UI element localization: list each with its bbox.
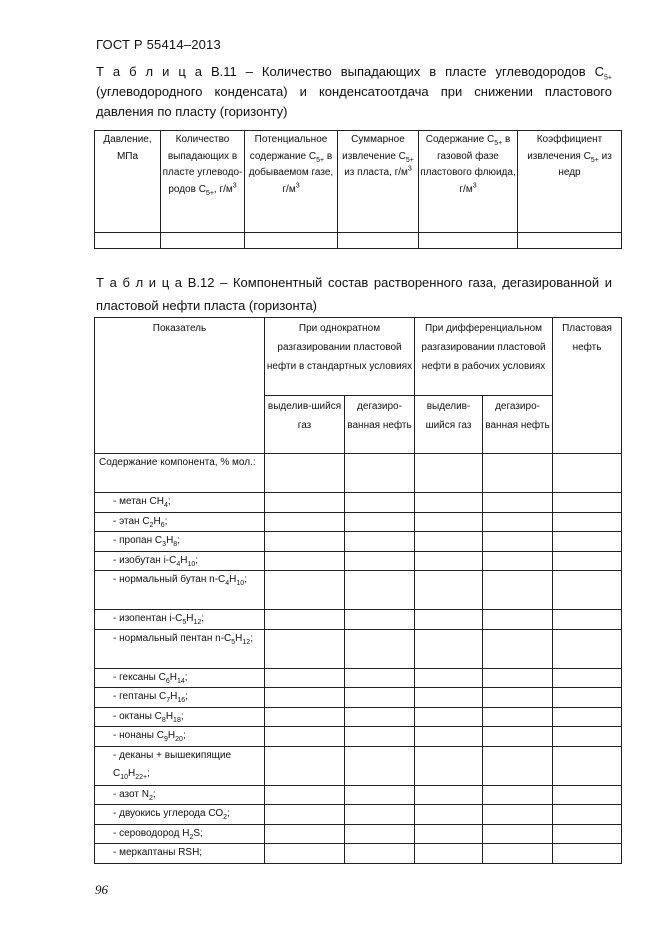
table-cell xyxy=(553,512,622,532)
row-label: - сероводород $H_2S$; xyxy=(95,824,265,844)
table-cell xyxy=(415,824,483,844)
table-cell xyxy=(95,233,161,249)
row-label: - нонаны $С_9Н_{20}$; xyxy=(95,727,265,747)
table-cell xyxy=(265,512,345,532)
table-cell xyxy=(553,571,622,610)
table-cell xyxy=(345,746,415,785)
row-label: - нормальный пентан $n-С_5Н_{12}$; xyxy=(95,629,265,668)
table-cell xyxy=(483,785,553,805)
table-cell xyxy=(419,233,518,249)
col-header-dropout-amount: Количество выпадающих в пласте углеводо-родов $С_{5+}$, $г/м^3$ xyxy=(161,131,245,233)
table-cell xyxy=(553,707,622,727)
table-cell xyxy=(553,746,622,785)
table-cell xyxy=(553,824,622,844)
table-cell xyxy=(553,551,622,571)
table-cell xyxy=(415,571,483,610)
table-cell xyxy=(265,571,345,610)
table-cell xyxy=(553,844,622,864)
table-cell xyxy=(345,610,415,630)
table-cell xyxy=(265,668,345,688)
table-cell xyxy=(345,493,415,513)
table-row xyxy=(95,493,622,513)
table-cell xyxy=(345,805,415,825)
table-cell xyxy=(553,629,622,668)
table-cell xyxy=(553,532,622,552)
row-label: - нормальный бутан $n-С_4Н_{10}$; xyxy=(95,571,265,610)
table-cell xyxy=(265,805,345,825)
table-cell xyxy=(415,668,483,688)
table-cell xyxy=(415,610,483,630)
table-row xyxy=(95,824,622,844)
table-b12-body xyxy=(95,454,622,864)
table-cell xyxy=(265,532,345,552)
col-header-pressure: Давление, МПа xyxy=(95,131,161,233)
table-header-row xyxy=(95,131,622,233)
table-cell xyxy=(265,688,345,708)
row-label: - меркаптаны RSH; xyxy=(95,844,265,864)
table-cell xyxy=(553,805,622,825)
table-cell xyxy=(345,551,415,571)
table-row xyxy=(95,844,622,864)
col-header-recovery-factor: Коэффициент извлечения $С_{5+}$ из недр xyxy=(518,131,622,233)
table-cell xyxy=(265,454,345,493)
table-cell xyxy=(265,629,345,668)
table-cell xyxy=(553,688,622,708)
table-cell xyxy=(415,493,483,513)
table-cell xyxy=(483,727,553,747)
row-label: - этан $С_2Н_6$; xyxy=(95,512,265,532)
table-cell xyxy=(265,785,345,805)
table-cell xyxy=(265,707,345,727)
table-row xyxy=(95,551,622,571)
col-header-differential: При дифференциальном разгазировании пластовой нефти в рабочих условиях xyxy=(415,318,553,396)
table-cell xyxy=(245,233,338,249)
table-cell xyxy=(415,512,483,532)
row-label: - деканы + вышекипящие $С_{10}Н_{22+}$; xyxy=(95,746,265,785)
table-cell xyxy=(345,707,415,727)
row-label: - гексаны $С_6Н_{14}$; xyxy=(95,668,265,688)
row-label: Содержание компонента, % мол.: xyxy=(95,454,265,493)
table-row xyxy=(95,233,622,249)
subheader-released-gas: выделив-шийся газ xyxy=(265,396,345,454)
table-row xyxy=(95,727,622,747)
table-cell xyxy=(483,512,553,532)
table-row xyxy=(95,454,622,493)
col-header-indicator: Показатель xyxy=(95,318,265,454)
table-b11 xyxy=(94,130,622,249)
caption-line: (углеводородного конденсата) и конденсатоотдача при снижении пластового xyxy=(96,84,612,99)
table-row xyxy=(95,668,622,688)
table-cell xyxy=(483,493,553,513)
table-cell xyxy=(483,668,553,688)
table-cell xyxy=(265,610,345,630)
table-cell xyxy=(345,629,415,668)
col-header-reservoir-oil: Пластовая нефть xyxy=(553,318,622,454)
caption-line: пластовой нефти пласта (горизонта) xyxy=(96,298,318,313)
table-row xyxy=(95,629,622,668)
table-cell xyxy=(415,688,483,708)
table-cell xyxy=(265,551,345,571)
table-cell xyxy=(345,454,415,493)
table-cell xyxy=(483,805,553,825)
caption-line: давления по пласту (горизонту) xyxy=(96,104,288,119)
subheader-released-gas: выделив-шийся газ xyxy=(415,396,483,454)
table-cell xyxy=(415,551,483,571)
table-row xyxy=(95,532,622,552)
table-cell xyxy=(415,785,483,805)
table-row xyxy=(95,688,622,708)
subheader-degassed-oil: дегазиро-ванная нефть xyxy=(483,396,553,454)
table-cell xyxy=(483,532,553,552)
table-row xyxy=(95,571,622,610)
col-header-single-stage: При однократном разгазировании пластовой нефти в стандартных условиях xyxy=(265,318,415,396)
row-label: - метан $СН_4$; xyxy=(95,493,265,513)
table-cell xyxy=(483,844,553,864)
table-b11-caption xyxy=(96,62,612,122)
table-cell xyxy=(415,707,483,727)
table-cell xyxy=(345,532,415,552)
table-cell xyxy=(345,668,415,688)
table-cell xyxy=(483,824,553,844)
row-label: - двуокись углерода $СО_2$; xyxy=(95,805,265,825)
table-cell xyxy=(415,727,483,747)
table-cell xyxy=(483,746,553,785)
col-header-total-recovery: Суммарное извлечение $С_{5+}$ из пласта, $г/м^3$ xyxy=(338,131,419,233)
subheader-degassed-oil: дегазиро-ванная нефть xyxy=(345,396,415,454)
table-cell xyxy=(265,844,345,864)
table-cell xyxy=(338,233,419,249)
table-cell xyxy=(415,629,483,668)
row-label: - азот $N_2$; xyxy=(95,785,265,805)
row-label: - пропан $С_3Н_8$; xyxy=(95,532,265,552)
table-cell xyxy=(483,629,553,668)
row-label: - изопентан $i-С_5Н_{12}$; xyxy=(95,610,265,630)
row-label: - октаны $С_8Н_{18}$; xyxy=(95,707,265,727)
row-label: - изобутан $i-С_4Н_{10}$; xyxy=(95,551,265,571)
table-cell xyxy=(345,824,415,844)
table-cell xyxy=(265,493,345,513)
page-number: 96 xyxy=(95,882,108,897)
table-cell xyxy=(345,785,415,805)
table-cell xyxy=(553,727,622,747)
table-cell xyxy=(415,454,483,493)
table-cell xyxy=(483,610,553,630)
table-row xyxy=(95,785,622,805)
table-cell xyxy=(345,688,415,708)
table-cell xyxy=(265,727,345,747)
table-row xyxy=(95,746,622,785)
table-header-row xyxy=(95,318,622,396)
table-cell xyxy=(161,233,245,249)
col-header-gas-phase-content: Содержание $С_{5+}$ в газовой фазе пластового флюида, $г/м^3$ xyxy=(419,131,518,233)
table-cell xyxy=(553,493,622,513)
table-cell xyxy=(518,233,622,249)
table-cell xyxy=(483,551,553,571)
table-cell xyxy=(483,688,553,708)
table-row xyxy=(95,512,622,532)
table-row xyxy=(95,805,622,825)
document-header: ГОСТ Р 55414–2013 xyxy=(96,37,221,52)
table-cell xyxy=(345,727,415,747)
table-cell xyxy=(345,844,415,864)
table-cell xyxy=(483,707,553,727)
table-cell xyxy=(415,532,483,552)
table-cell xyxy=(415,844,483,864)
caption-line: Т а б л и ц а В.11 – Количество выпадающих в пласте углеводородов $С_{5+}$ xyxy=(96,64,612,82)
row-label: - гептаны $С_7Н_{16}$; xyxy=(95,688,265,708)
table-cell xyxy=(553,785,622,805)
table-cell xyxy=(265,824,345,844)
col-header-potential-content: Потенциальное содержание $С_{5+}$ в добываемом газе, $г/м^3$ xyxy=(245,131,338,233)
table-b12-caption xyxy=(96,271,612,317)
table-b12 xyxy=(94,317,622,864)
table-cell xyxy=(415,746,483,785)
table-cell xyxy=(415,805,483,825)
table-row xyxy=(95,707,622,727)
table-cell xyxy=(345,571,415,610)
table-cell xyxy=(483,571,553,610)
table-cell xyxy=(553,668,622,688)
table-cell xyxy=(265,746,345,785)
table-cell xyxy=(553,610,622,630)
table-cell xyxy=(483,454,553,493)
table-row xyxy=(95,610,622,630)
caption-line: Т а б л и ц а В.12 – Компонентный состав растворенного газа, дегазированной и xyxy=(96,275,612,290)
table-cell xyxy=(345,512,415,532)
table-cell xyxy=(553,454,622,493)
